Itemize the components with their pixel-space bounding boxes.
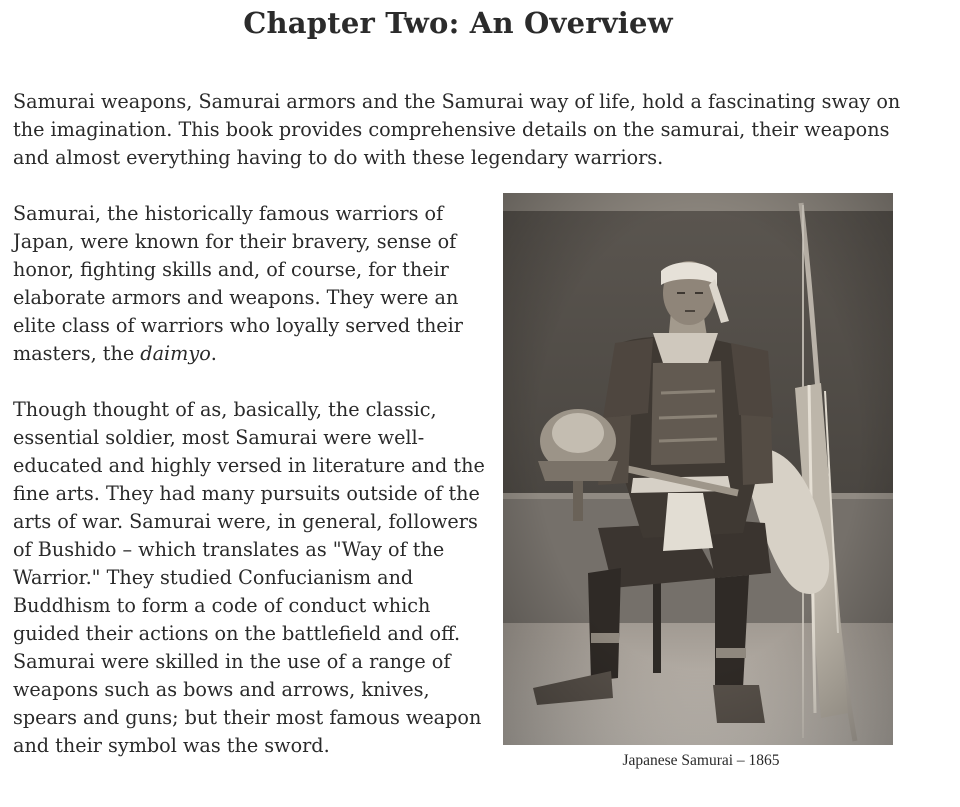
daimyo-term: daimyo [140,342,211,365]
paragraph-weapons: Samurai were skilled in the use of a range of weapons such as bows and arrows, knives, spears and guns; but their most famous weapon and their symbol was the sword. [13,650,482,757]
photo-caption: Japanese Samurai – 1865 [622,752,780,769]
text-column [13,200,491,760]
samurai-photo [503,193,893,745]
paragraph-bushido: Though thought of as, basically, the classic, essential soldier, most Samurai were well-educated and highly versed in literature and the fine arts. They had many pursuits outside of the arts of war. Samurai were, in general, followers of Bushido – which translates as "Way of the Warrior." They studied Confucianism and Buddhism to form a code of conduct which guided their actions on the battlefield and off. [13,398,485,645]
paragraph-samurai-history-end: . [210,342,217,365]
paragraph-samurai-history-text: Samurai, the historically famous warriors of Japan, were known for their bravery, sense of honor, fighting skills and, of course, for their elaborate armors and weapons. They were an elite class of warriors who loyally served their masters, the [13,202,463,365]
chapter-title: Chapter Two: An Overview [243,6,673,40]
paragraph-samurai-history [13,200,491,368]
samurai-photo-illustration [503,193,893,745]
samurai-photo-figure [503,193,893,745]
intro-paragraph: Samurai weapons, Samurai armors and the Samurai way of life, hold a fascinating sway on the imagination. This book provides comprehensive details on the samurai, their weapons and almost everything having to do with these legendary warriors. [13,90,901,169]
